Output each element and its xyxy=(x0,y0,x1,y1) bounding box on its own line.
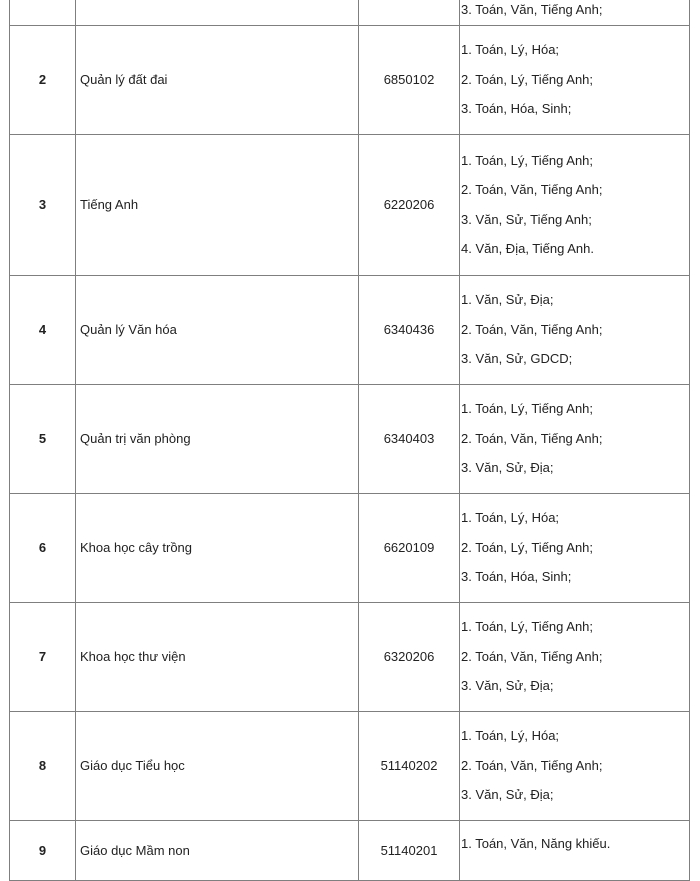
stt-cell: 7 xyxy=(10,602,76,711)
subject-combination-list xyxy=(461,604,689,709)
program-code-cell: 6340436 xyxy=(359,275,460,384)
table-row-partial xyxy=(10,0,690,25)
subject-combinations-cell xyxy=(460,275,690,384)
subject-combination: 3. Văn, Sử, Địa; xyxy=(461,460,554,476)
subject-combination: 1. Toán, Lý, Tiếng Anh; xyxy=(461,401,594,417)
program-name-cell xyxy=(76,0,359,25)
subject-combinations-cell xyxy=(460,820,690,880)
program-code-cell: 6340403 xyxy=(359,384,460,493)
stt-cell xyxy=(10,0,76,25)
subject-combination: 3. Toán, Văn, Tiếng Anh; xyxy=(461,2,603,17)
program-name-cell: Quản lý đất đai xyxy=(76,25,359,134)
program-name-cell: Khoa học thư viện xyxy=(76,602,359,711)
stt-cell: 3 xyxy=(10,134,76,275)
subject-combinations-cell xyxy=(460,384,690,493)
stt-cell: 2 xyxy=(10,25,76,134)
subject-combination: 2. Toán, Văn, Tiếng Anh; xyxy=(461,182,603,197)
subject-combination: 2. Toán, Văn, Tiếng Anh; xyxy=(461,430,603,446)
table-body xyxy=(10,0,690,880)
table-row xyxy=(10,134,690,275)
subject-combinations-cell xyxy=(460,493,690,602)
subject-combination: 2. Toán, Văn, Tiếng Anh; xyxy=(461,321,603,337)
table-row xyxy=(10,25,690,134)
subject-combination: 3. Văn, Sử, Tiếng Anh; xyxy=(461,211,592,227)
subject-combination: 4. Văn, Địa, Tiếng Anh. xyxy=(461,241,594,256)
program-code-cell: 6220206 xyxy=(359,134,460,275)
program-name-cell: Tiếng Anh xyxy=(76,134,359,275)
stt-cell: 4 xyxy=(10,275,76,384)
subject-combination: 1. Toán, Lý, Tiếng Anh; xyxy=(461,619,594,635)
subject-combination-list xyxy=(461,138,689,272)
subject-combination: 1. Toán, Lý, Hóa; xyxy=(461,42,560,58)
subject-combination: 1. Toán, Lý, Hóa; xyxy=(461,510,560,526)
program-name-cell: Khoa học cây trồng xyxy=(76,493,359,602)
program-code-cell: 51140201 xyxy=(359,820,460,880)
table-row xyxy=(10,820,690,880)
stt-cell: 9 xyxy=(10,820,76,880)
subject-combination-list xyxy=(461,495,689,600)
subject-combination-list xyxy=(461,27,689,132)
subject-combination-list xyxy=(461,386,689,491)
subject-combination: 2. Toán, Lý, Tiếng Anh; xyxy=(461,539,594,555)
stt-cell: 8 xyxy=(10,711,76,820)
subject-combination: 3. Toán, Hóa, Sinh; xyxy=(461,101,572,117)
program-name-cell: Quản trị văn phòng xyxy=(76,384,359,493)
subject-combination: 3. Văn, Sử, Địa; xyxy=(461,787,554,803)
program-code-cell: 6620109 xyxy=(359,493,460,602)
subject-combination: 2. Toán, Văn, Tiếng Anh; xyxy=(461,757,603,773)
subject-combination-list xyxy=(461,277,689,382)
program-code-cell: 6850102 xyxy=(359,25,460,134)
subject-combination: 2. Toán, Văn, Tiếng Anh; xyxy=(461,648,603,664)
subject-combination: 1. Toán, Lý, Tiếng Anh; xyxy=(461,152,594,168)
subject-combination: 3. Toán, Hóa, Sinh; xyxy=(461,569,572,585)
subject-combination: 2. Toán, Lý, Tiếng Anh; xyxy=(461,71,594,87)
subject-combinations-cell xyxy=(460,602,690,711)
table-row xyxy=(10,602,690,711)
stt-cell: 5 xyxy=(10,384,76,493)
program-name-cell: Quản lý Văn hóa xyxy=(76,275,359,384)
subject-combination-list xyxy=(461,713,689,818)
subject-combination-list xyxy=(461,821,689,879)
table-row xyxy=(10,711,690,820)
program-name-cell: Giáo dục Tiểu học xyxy=(76,711,359,820)
subject-combination: 1. Văn, Sử, Địa; xyxy=(461,292,554,308)
subject-combination: 3. Văn, Sử, Địa; xyxy=(461,678,554,694)
program-code-cell xyxy=(359,0,460,25)
program-code-cell: 51140202 xyxy=(359,711,460,820)
subject-combinations-cell xyxy=(460,134,690,275)
program-code-cell: 6320206 xyxy=(359,602,460,711)
admission-table xyxy=(9,0,690,881)
table-row xyxy=(10,493,690,602)
table-row xyxy=(10,275,690,384)
table-row xyxy=(10,384,690,493)
subject-combinations-cell xyxy=(460,0,690,25)
subject-combinations-cell xyxy=(460,25,690,134)
subject-combination: 1. Toán, Lý, Hóa; xyxy=(461,728,560,744)
subject-combinations-cell xyxy=(460,711,690,820)
subject-combination: 1. Toán, Văn, Năng khiếu. xyxy=(461,836,611,852)
stt-cell: 6 xyxy=(10,493,76,602)
program-name-cell: Giáo dục Mầm non xyxy=(76,820,359,880)
subject-combination: 3. Văn, Sử, GDCD; xyxy=(461,351,573,367)
